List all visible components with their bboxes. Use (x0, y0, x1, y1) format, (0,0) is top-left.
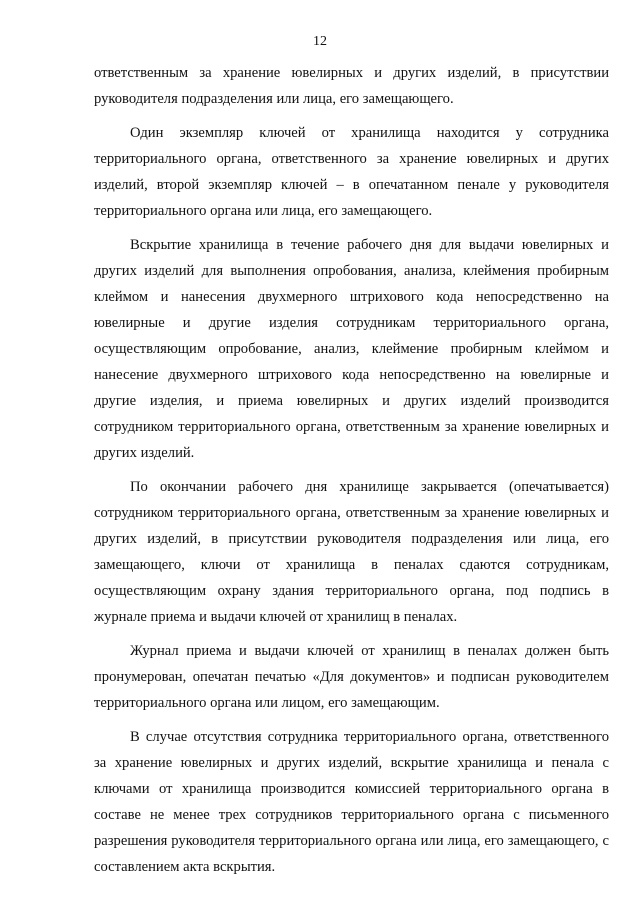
paragraph-1: ответственным за хранение ювелирных и других изделий, в присутствии руководителя подразделения или лица, его замещающего. (94, 65, 609, 107)
paragraph-6: В случае отсутствия сотрудника территориального органа, ответственного за хранение ювелирных и других изделий, вскрытие хранилища и пенала с ключами от хранилища производится комиссией территориального органа в составе не менее трех сотрудников территориального органа с письменного разрешения руководителя территориального органа или лица, его замещающего, с составлением акта вскрытия. (94, 729, 609, 875)
document-body (94, 60, 609, 880)
paragraph-3: Вскрытие хранилища в течение рабочего дня для выдачи ювелирных и других изделий для выполнения опробования, анализа, клеймения пробирным клеймом и нанесения двухмерного штрихового кода непосредственно на ювелирные и другие изделия сотрудникам территориального органа, осуществляющим опробование, анализ, клеймение пробирным клеймом и нанесение двухмерного штрихового кода непосредственно на ювелирные и другие изделия, и приема ювелирных и других изделий производится сотрудником территориального органа, ответственным за хранение ювелирных и других изделий. (94, 237, 609, 461)
paragraph-5: Журнал приема и выдачи ключей от хранилищ в пеналах должен быть пронумерован, опечатан печатью «Для документов» и подписан руководителем территориального органа или лицом, его замещающим. (94, 643, 609, 711)
paragraph-4: По окончании рабочего дня хранилище закрывается (опечатывается) сотрудником территориального органа, ответственным за хранение ювелирных и других изделий, в присутствии руководителя подразделения или лица, его замещающего, ключи от хранилища в пеналах сдаются сотрудникам, осуществляющим охрану здания территориального органа, под подпись в журнале приема и выдачи ключей от хранилищ в пеналах. (94, 479, 609, 625)
paragraph-2: Один экземпляр ключей от хранилища находится у сотрудника территориального органа, ответственного за хранение ювелирных и других изделий, второй экземпляр ключей – в опечатанном пенале у руководителя территориального органа или лица, его замещающего. (94, 125, 609, 219)
page-number: 12 (313, 34, 327, 49)
